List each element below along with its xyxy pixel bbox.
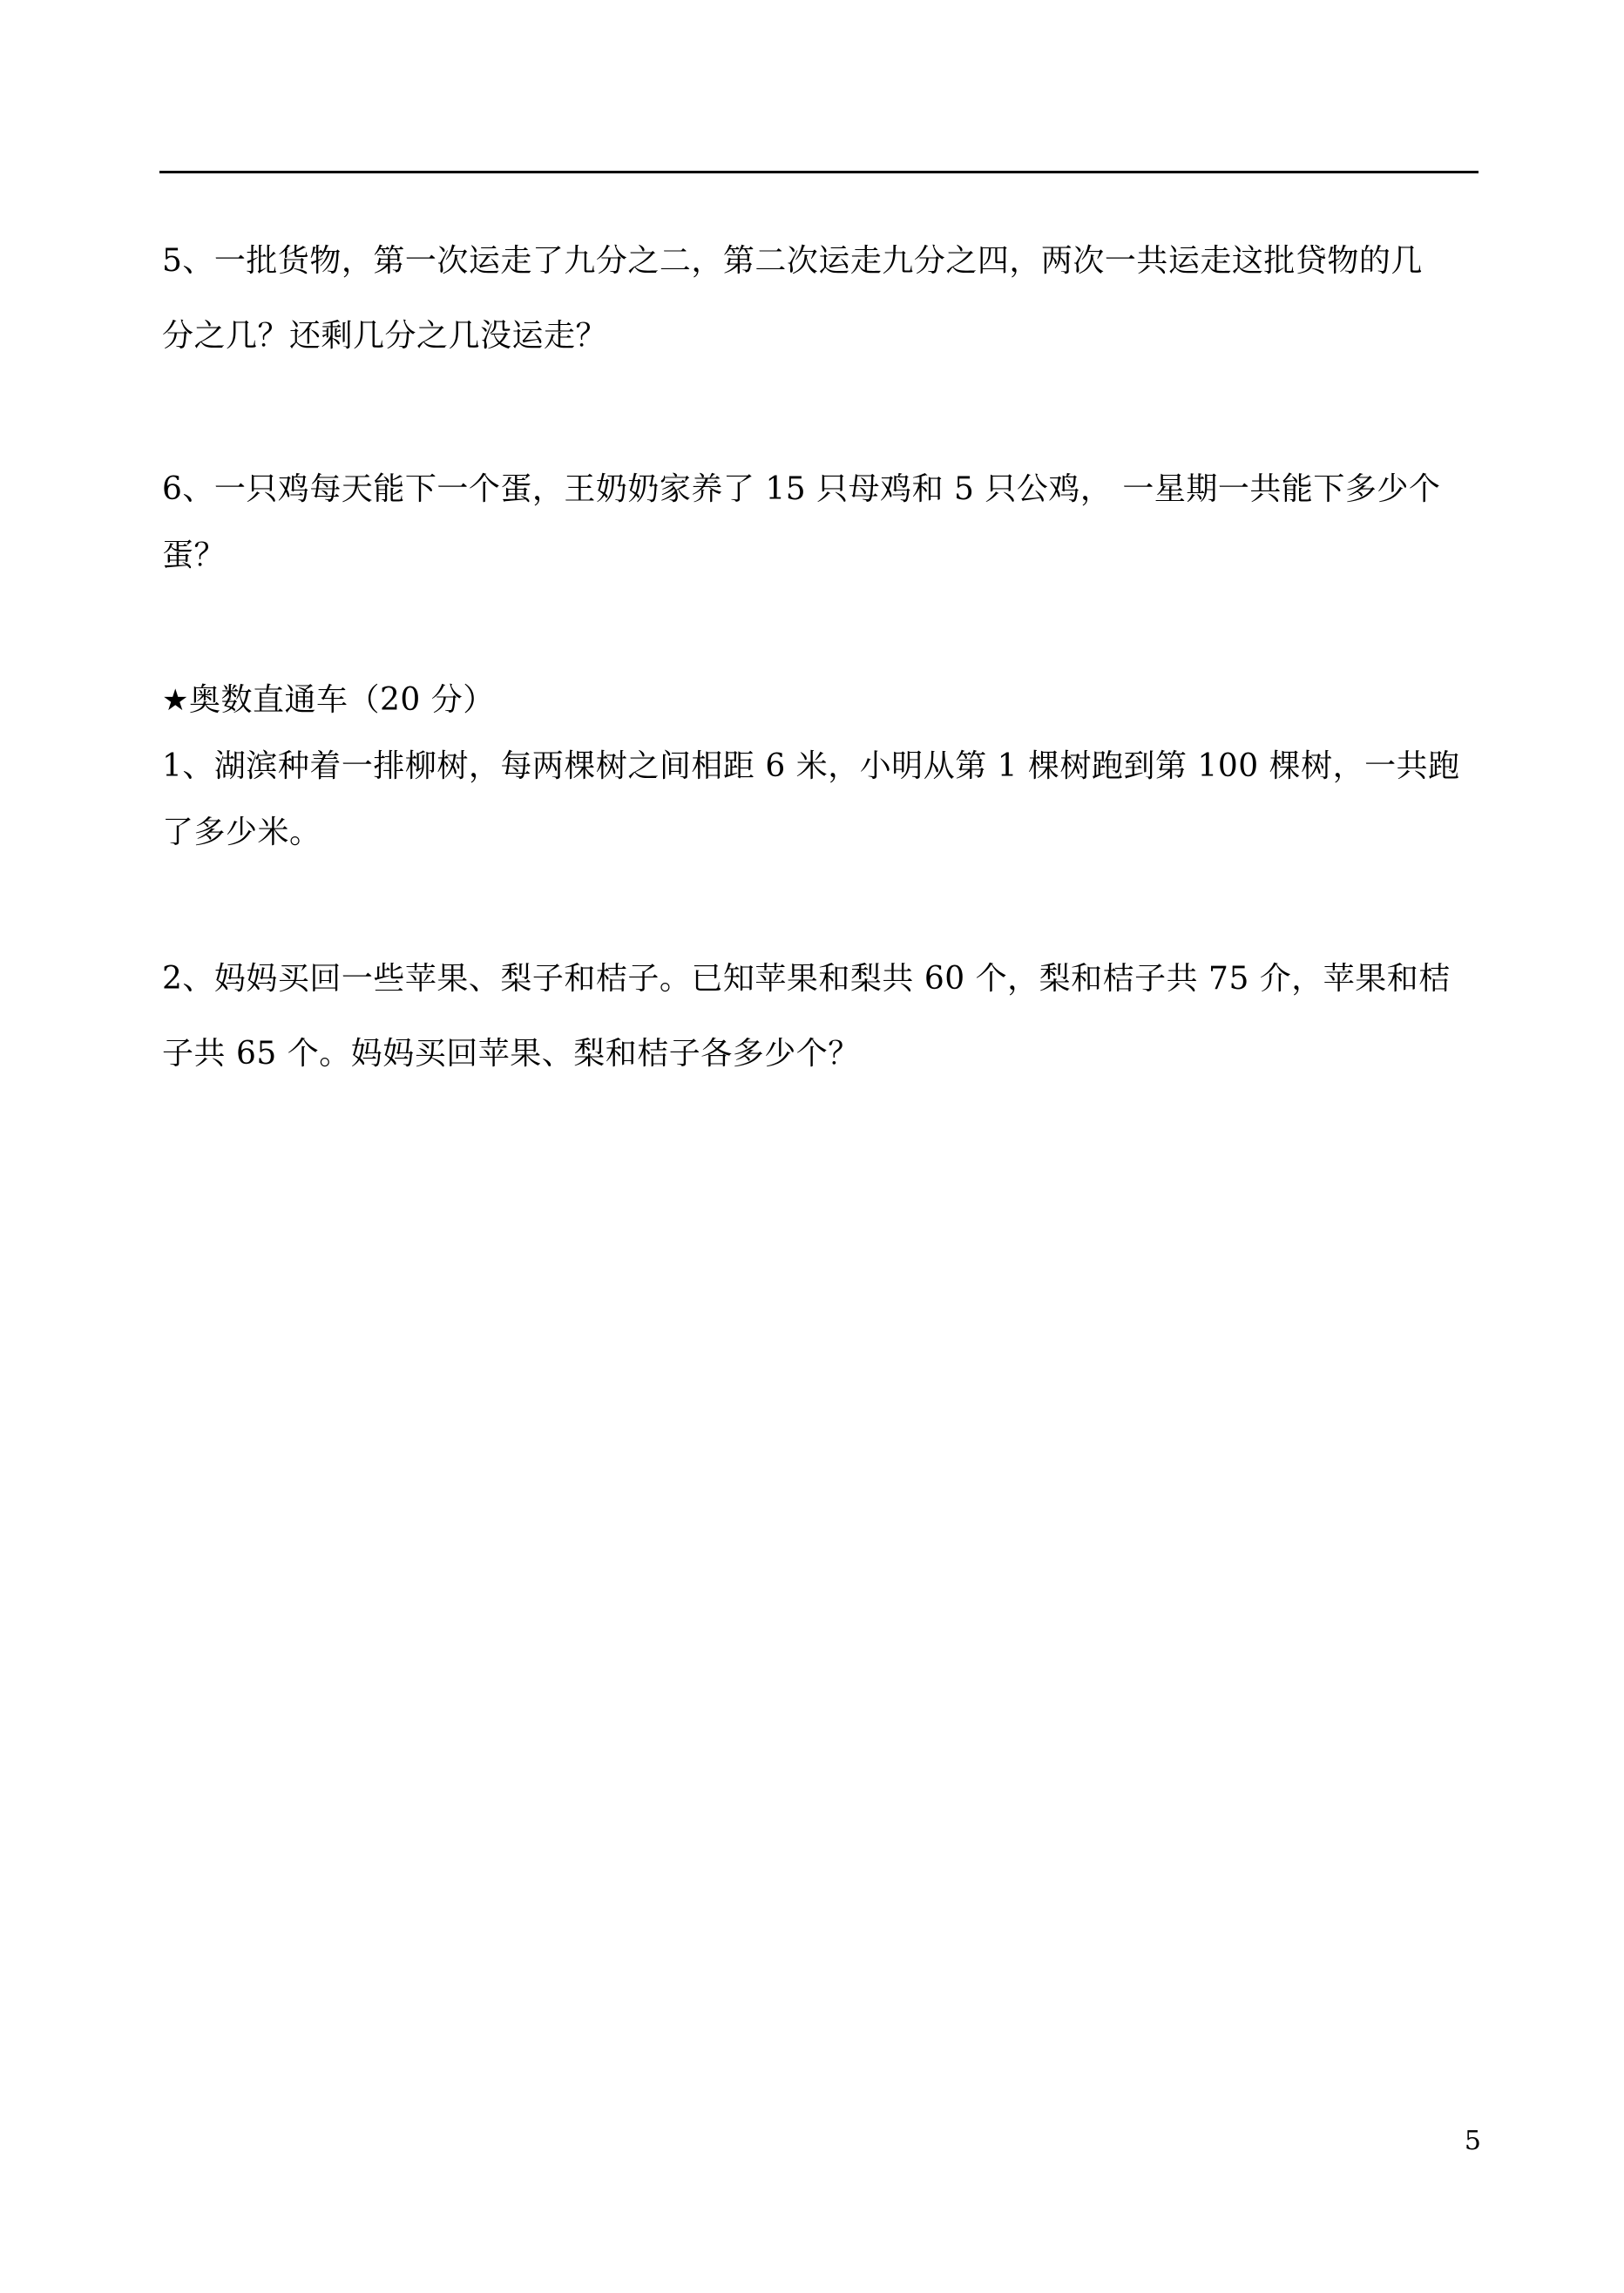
page-number: 5 [1464,2126,1481,2156]
header-rule [159,171,1479,173]
olympiad-question-1-line-1: 1、湖滨种着一排柳树，每两棵树之间相距 6 米，小明从第 1 棵树跑到第 100 棵树，一共跑 [162,748,1460,784]
question-6-line-2: 蛋？ [162,538,227,573]
section-title-text: 奥数直通车（20 分） [188,682,495,718]
olympiad-question-2-line-1: 2、妈妈买回一些苹果、梨子和桔子。已知苹果和梨共 60 个，梨和桔子共 75 介，苹果和桔 [162,961,1451,997]
olympiad-question-1-line-2: 了多少米。 [162,815,321,850]
section-title [162,683,1481,718]
star-icon: ★ [162,683,189,718]
question-5-line-2: 分之几？还剩几分之几没运走？ [162,318,608,354]
question-6-line-1: 6、一只鸡每天能下一个蛋，王奶奶家养了 15 只母鸡和 5 只公鸡， 一星期一共能下多少个 [162,471,1441,507]
question-5-line-1: 5、一批货物，第一次运走了九分之二，第二次运走九分之四，两次一共运走这批贷物的几 [162,243,1423,279]
olympiad-question-2-line-2: 子共 65 个。妈妈买回苹果、梨和桔子各多少个？ [162,1036,860,1072]
